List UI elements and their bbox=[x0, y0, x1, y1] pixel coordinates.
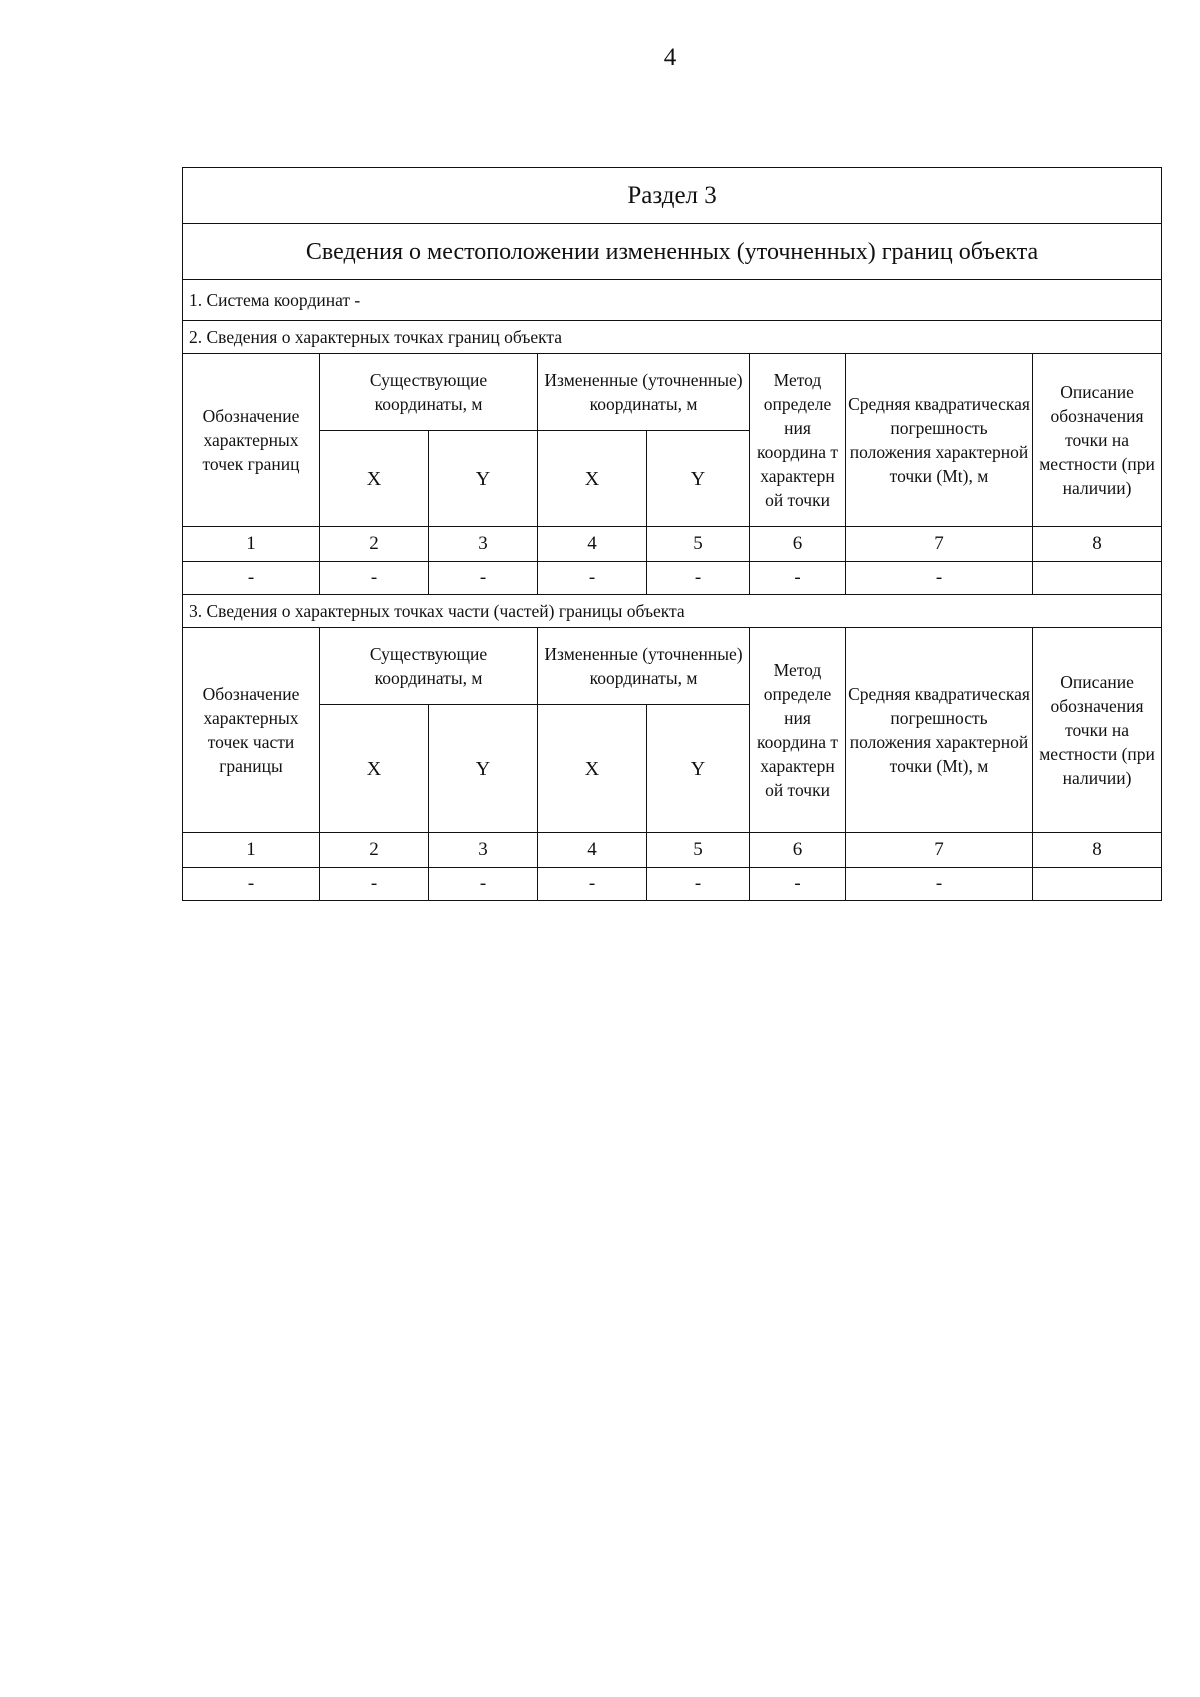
table-cell: - bbox=[647, 562, 750, 595]
column-number: 3 bbox=[429, 833, 538, 868]
part2-header-changed: Измененные (уточненные) координаты, м bbox=[538, 628, 750, 705]
part1-header-existing: Существующие координаты, м bbox=[320, 354, 538, 431]
column-number: 2 bbox=[320, 833, 429, 868]
table-cell: - bbox=[429, 868, 538, 901]
section-title: Раздел 3 bbox=[183, 168, 1162, 224]
column-number: 4 bbox=[538, 833, 647, 868]
table-cell bbox=[1033, 868, 1162, 901]
part1-header-changed-y: Y bbox=[647, 431, 750, 527]
table-cell: - bbox=[183, 562, 320, 595]
part1-header-description: Описание обозначения точки на местности (при наличии) bbox=[1033, 354, 1162, 527]
table-cell: - bbox=[647, 868, 750, 901]
part2-header-description: Описание обозначения точки на местности (при наличии) bbox=[1033, 628, 1162, 833]
column-number: 7 bbox=[846, 833, 1033, 868]
column-number: 5 bbox=[647, 527, 750, 562]
coordinate-system-label: 1. Система координат - bbox=[183, 280, 1162, 321]
part2-label: 3. Сведения о характерных точках части (частей) границы объекта bbox=[183, 595, 1162, 628]
part1-header-designation: Обозначение характерных точек границ bbox=[183, 354, 320, 527]
column-number: 7 bbox=[846, 527, 1033, 562]
table-cell: - bbox=[320, 868, 429, 901]
column-number: 1 bbox=[183, 527, 320, 562]
part1-header-changed-x: X bbox=[538, 431, 647, 527]
section-heading: Сведения о местоположении измененных (уточненных) границ объекта bbox=[183, 224, 1162, 280]
column-number: 6 bbox=[750, 527, 846, 562]
table-cell: - bbox=[538, 562, 647, 595]
table-row bbox=[183, 562, 1162, 595]
column-number: 6 bbox=[750, 833, 846, 868]
table-cell bbox=[1033, 562, 1162, 595]
table-cell: - bbox=[538, 868, 647, 901]
part2-column-numbers bbox=[183, 833, 1162, 868]
part1-header-existing-x: X bbox=[320, 431, 429, 527]
part1-label: 2. Сведения о характерных точках границ объекта bbox=[183, 321, 1162, 354]
column-number: 3 bbox=[429, 527, 538, 562]
page-number: 4 bbox=[663, 44, 677, 71]
part2-header-changed-y: Y bbox=[647, 705, 750, 833]
column-number: 2 bbox=[320, 527, 429, 562]
part1-column-numbers bbox=[183, 527, 1162, 562]
column-number: 8 bbox=[1033, 833, 1162, 868]
table-cell: - bbox=[429, 562, 538, 595]
part2-header-method: Метод определе ния координа т характерн ой точки bbox=[750, 628, 846, 833]
table-cell: - bbox=[846, 868, 1033, 901]
part1-header-changed: Измененные (уточненные) координаты, м bbox=[538, 354, 750, 431]
part1-header-error: Средняя квадратическая погрешность положения характерной точки (Mt), м bbox=[846, 354, 1033, 527]
table-cell: - bbox=[750, 868, 846, 901]
section-3-table bbox=[182, 167, 1162, 901]
part2-header-existing: Существующие координаты, м bbox=[320, 628, 538, 705]
part2-header-changed-x: X bbox=[538, 705, 647, 833]
column-number: 4 bbox=[538, 527, 647, 562]
column-number: 5 bbox=[647, 833, 750, 868]
part1-header-method: Метод определе ния координа т характерн ой точки bbox=[750, 354, 846, 527]
part2-header-designation: Обозначение характерных точек части границы bbox=[183, 628, 320, 833]
part2-header-existing-y: Y bbox=[429, 705, 538, 833]
part1-header-existing-y: Y bbox=[429, 431, 538, 527]
table-cell: - bbox=[750, 562, 846, 595]
table-cell: - bbox=[183, 868, 320, 901]
table-cell: - bbox=[320, 562, 429, 595]
column-number: 1 bbox=[183, 833, 320, 868]
table-cell: - bbox=[846, 562, 1033, 595]
part2-header-existing-x: X bbox=[320, 705, 429, 833]
part2-header-error: Средняя квадратическая погрешность положения характерной точки (Mt), м bbox=[846, 628, 1033, 833]
column-number: 8 bbox=[1033, 527, 1162, 562]
table-row bbox=[183, 868, 1162, 901]
